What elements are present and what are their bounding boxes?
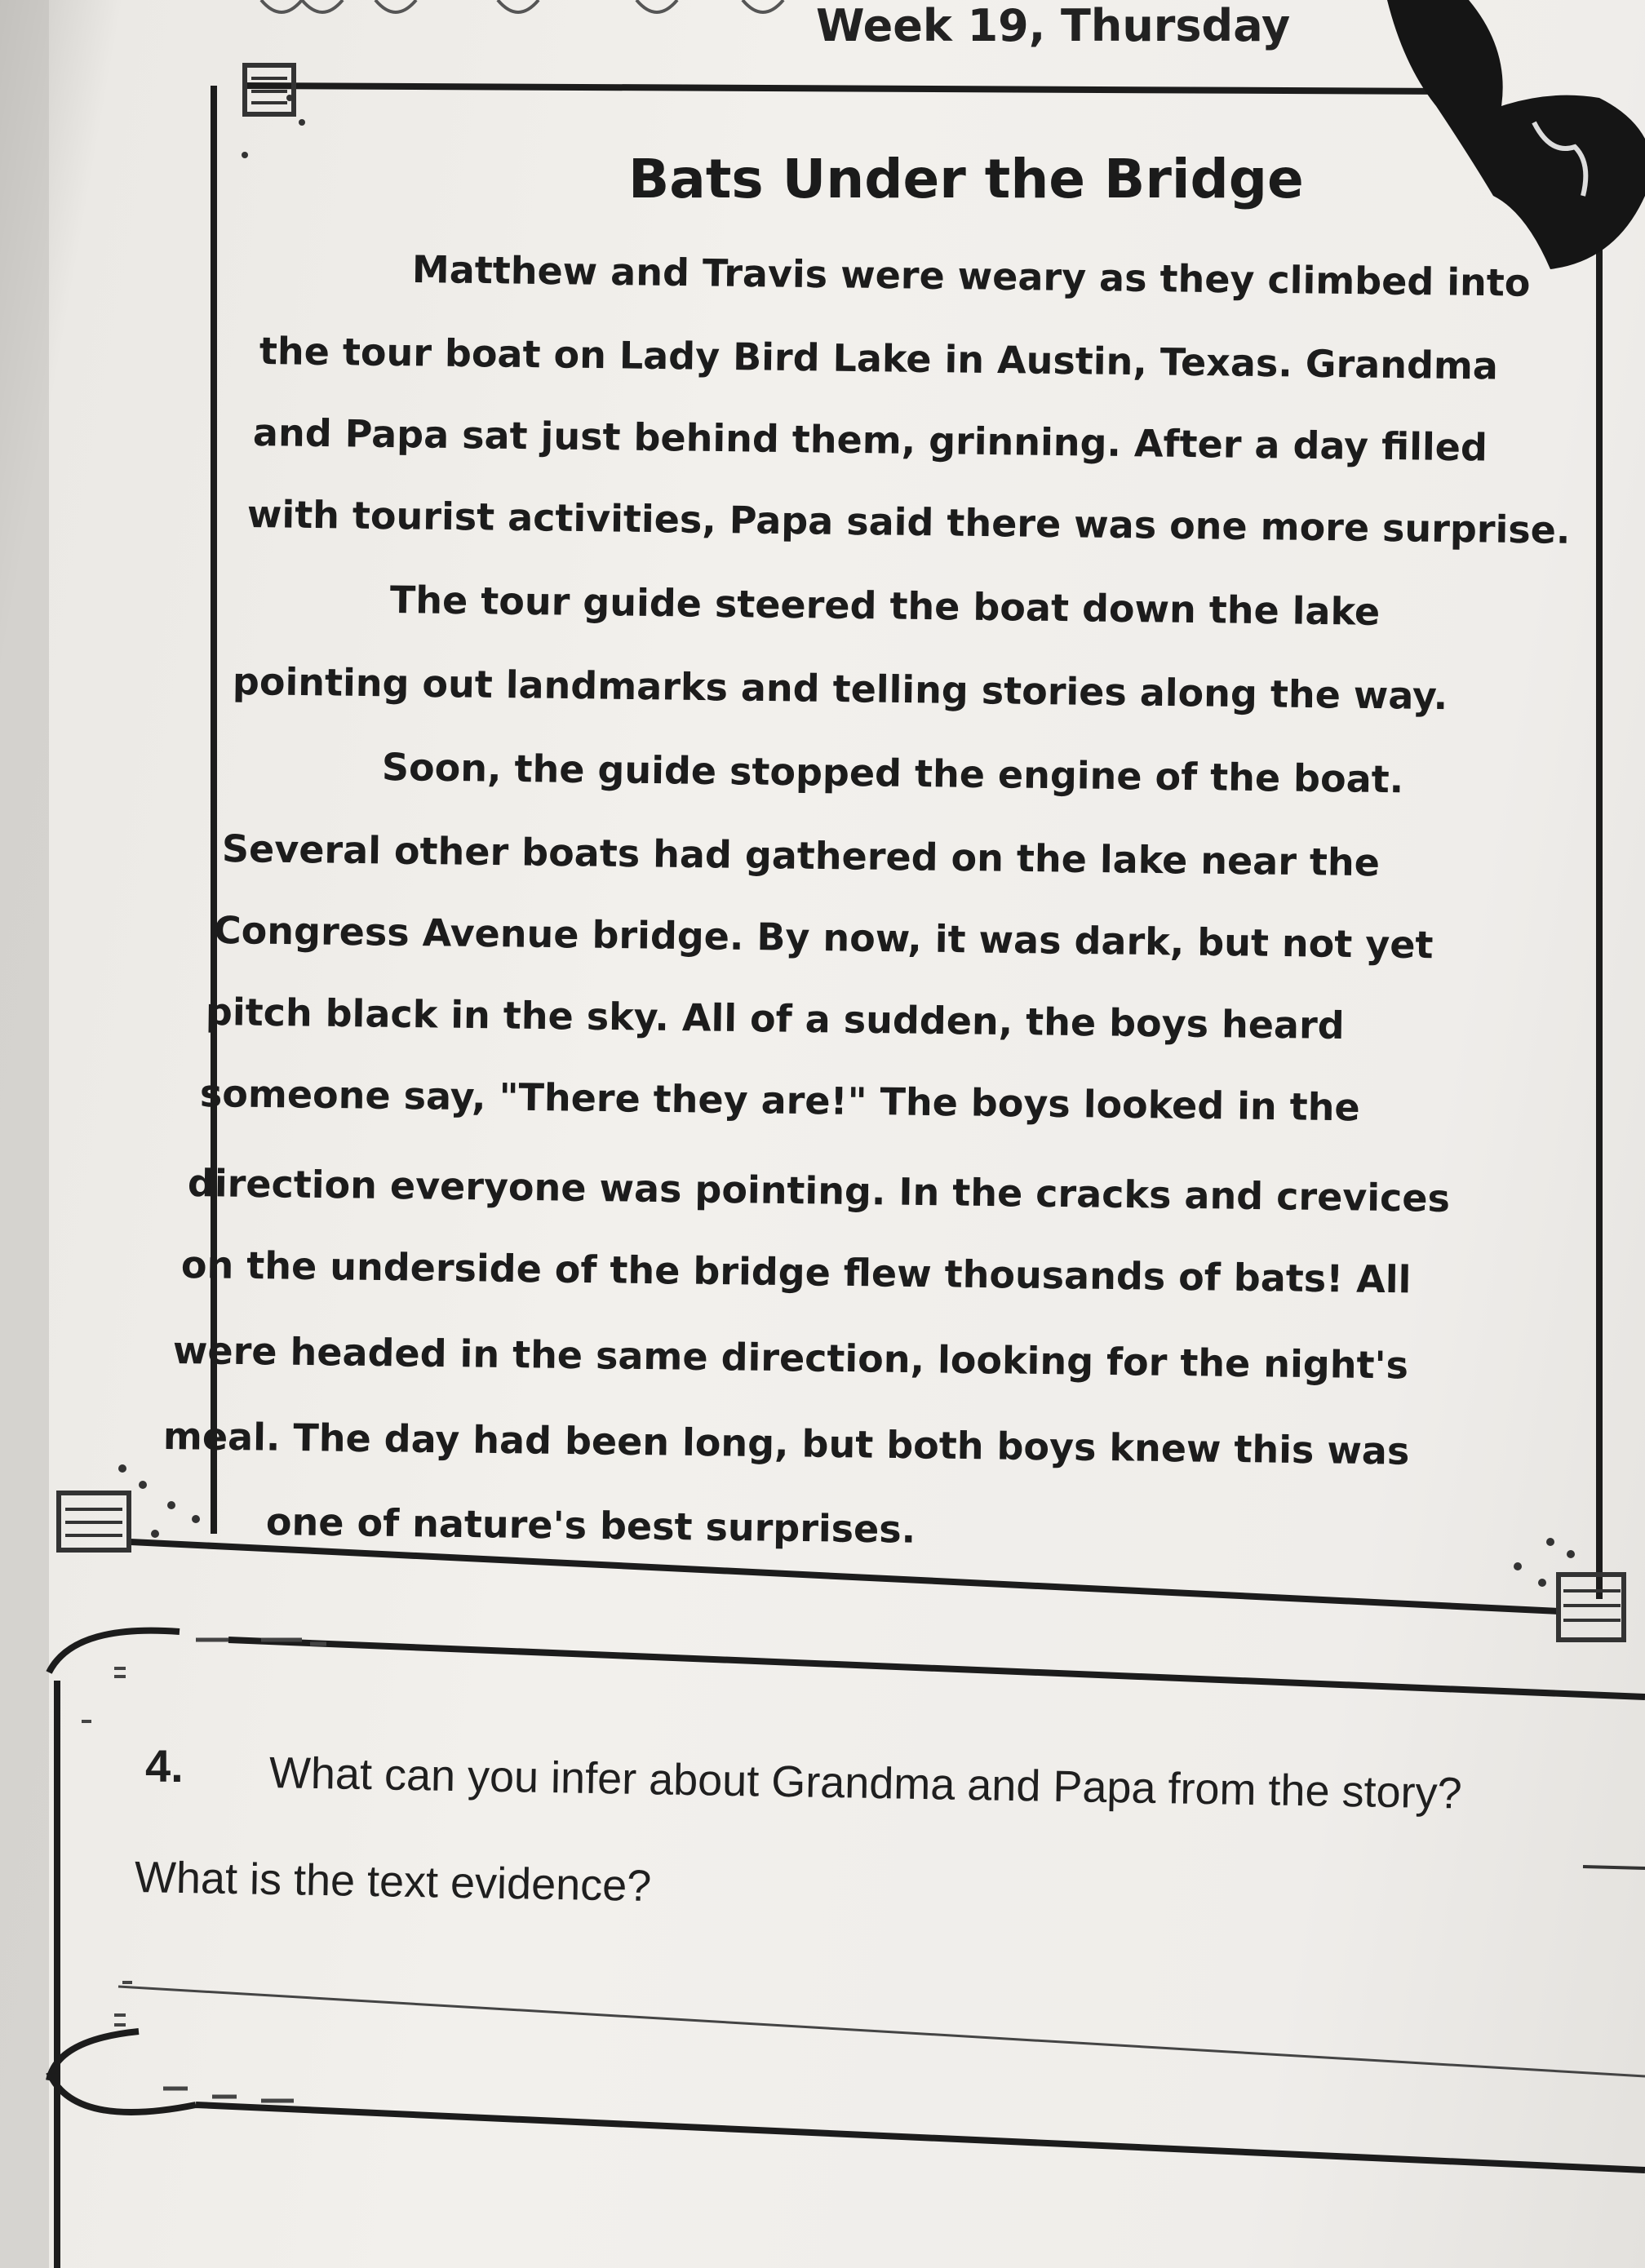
story-line: The tour guide steered the boat down the lake	[389, 578, 1381, 634]
story-line: on the underside of the bridge flew thousands of bats! All	[180, 1243, 1412, 1302]
story-line: Matthew and Travis were weary as they climbed into	[411, 247, 1531, 305]
story-line: Congress Avenue bridge. By now, it was dark, but not yet	[213, 908, 1434, 968]
story-line: someone say, "There they are!" The boys looked in the	[199, 1071, 1361, 1130]
question-frame	[49, 1631, 1645, 2268]
bat-drawing	[1387, 0, 1645, 269]
story-line: with tourist activities, Papa said there was one more surprise.	[246, 492, 1571, 552]
question-prompt: What can you infer about Grandma and Papa from the story?	[268, 1748, 1463, 1818]
question-number: 4.	[145, 1740, 184, 1792]
story-line: meal. The day had been long, but both boys knew this was	[162, 1414, 1410, 1473]
story-line: the tour boat on Lady Bird Lake in Austin, Texas. Grandma	[259, 329, 1499, 388]
story-line: Soon, the guide stopped the engine of the boat.	[381, 745, 1404, 802]
scalloped-border	[261, 0, 783, 12]
story-line: one of nature's best surprises.	[265, 1499, 916, 1552]
story-title: Bats Under the Bridge	[628, 148, 1304, 210]
answer-line-1	[1583, 1867, 1645, 1868]
answer-line-2	[118, 1987, 1645, 2076]
story-line: pitch black in the sky. All of a sudden, the boys heard	[205, 990, 1345, 1048]
story-line: were headed in the same direction, looking for the night's	[172, 1328, 1409, 1388]
story-line: and Papa sat just behind them, grinning. After a day filled	[252, 410, 1488, 470]
story-line: direction everyone was pointing. In the cracks and crevices	[187, 1161, 1451, 1220]
story-line: pointing out landmarks and telling stories along the way.	[232, 659, 1448, 719]
story-line: Several other boats had gathered on the lake near the	[221, 826, 1381, 885]
question-evidence-prompt: What is the text evidence?	[134, 1853, 652, 1911]
worksheet-header: Week 19, Thursday	[816, 0, 1291, 51]
